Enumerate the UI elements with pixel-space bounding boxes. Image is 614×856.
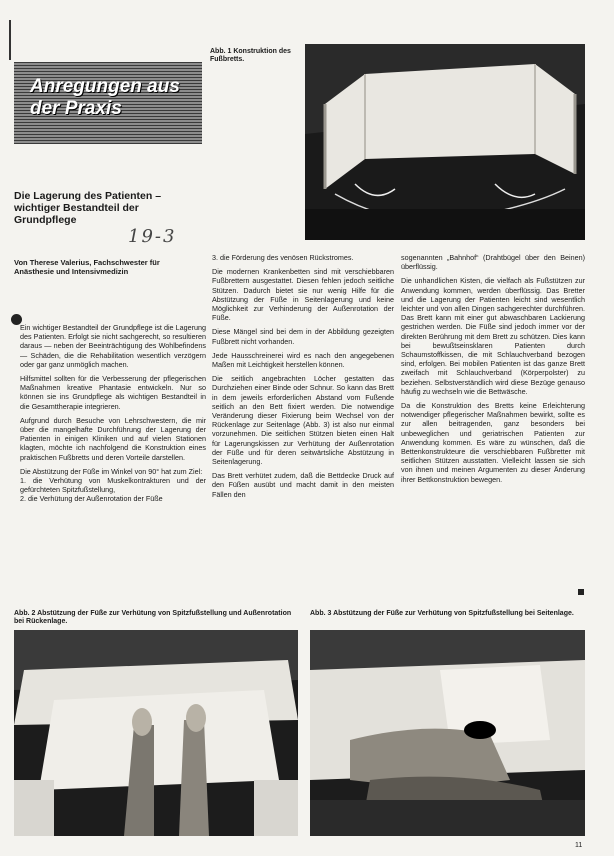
paragraph: Aufgrund durch Besuche von Lehrschwestern, die mir über die mangelhafte Durchführung der Lagerung der Patienten in einigen Kliniken und auf vielen Stationen klagten, möchte ich nachfolgend die Konstruktion eines praktischen Fußbretts und deren Vorteile darstellen. [20, 415, 206, 462]
figure3-photo [310, 630, 585, 836]
paragraph: Ein wichtiger Bestandteil der Grundpflege ist die Lagerung des Patienten. Erfolgt sie nicht sachgerecht, so resultieren daraus — neben der Beeinträchtigung des Wohlbefindens — Schäden, die die Rehabilitation wesentlich verzögern oder gar ganz unmöglich machen. [20, 323, 206, 369]
paragraph: Diese Mängel sind bei dem in der Abbildung gezeigten Fußbrett nicht vorhanden. [212, 327, 394, 346]
text-column-3 [401, 253, 585, 489]
paragraph: sogenannten „Bahnhof“ (Drahtbügel über den Beinen) überflüssig. [401, 253, 585, 272]
paragraph: Das Brett verhütet zudem, daß die Bettdecke Druck auf den Füßen ausübt und macht damit in den meisten Fällen den [212, 471, 394, 499]
handwritten-note: 19-3 [128, 226, 177, 247]
figure2-photo [14, 630, 298, 836]
headline: Die Lagerung des Patienten – wichtiger Bestandteil der Grundpflege [14, 190, 162, 226]
paragraph: Die unhandlichen Kisten, die vielfach als Fußstützen zur Anwendung kommen, werden überflüssig. Das Bretter und die Lagerung der Patienten leicht sind wesentlich leichter und von allen Dingen sachgerechter durchführen. Das Brett kann mit einer gut abwaschbaren Lackierung gestrichen werden. Die Füße sind jedoch immer vor der direkten Berührung mit dem Brett zu schützen. Dies kann bei bewußtseinsklaren Patienten durch Schaumstoffkissen, die mit Schlauchverband bezogen sind, erfolgen. Bei mobilen Patienten ist das ganze Brett zweifach mit Schlauchverband (Körperpolster) zu beziehen. Selbstverständlich wird diese Bezüge genauso häufig zu wechseln wie die Bettwäsche. [401, 276, 585, 396]
author-line: Von Therese Valerius, Fachschwester für Anästhesie und Intensivmedizin [14, 258, 160, 276]
list-item: 3. die Förderung des venösen Rückstromes. [212, 253, 354, 262]
paragraph: Die Abstützung der Füße im Winkel von 90° hat zum Ziel: [20, 466, 203, 476]
section-title: Anregungen aus der Praxis [30, 76, 180, 119]
figure1-caption: Abb. 1 Konstruktion des Fußbretts. [210, 48, 291, 63]
page-number: 11 [575, 842, 583, 849]
paragraph: Jede Hausschreinerei wird es nach den angegebenen Maßen mit Leichtigkeit herstellen können. [212, 350, 394, 370]
paragraph: Da die Konstruktion des Bretts keine Erleichterung notwendiger pflegerischer Maßnahmen bewirkt, sollte es zur allen beitragenden, ganz besonders bei unbeweglichen und geriatrischen Patienten zur Anwendung kommen. Es wäre zu wünschen, daß die Bettenkonstrukteure die verschiebbaren Fußbretter mit seitlichen Stützen ausstatten. Vielleicht lassen sie sich von ihnen und meinen Argumenten zu dieser Änderung ihrer Bettkonstruktion bewegen. [401, 401, 585, 484]
figure3-caption: Abb. 3 Abstützung der Füße zur Verhütung von Spitzfußstellung bei Seitenlage. [310, 610, 574, 617]
list-item: 1. die Verhütung von Muskelkontrakturen und der gefürchteten Spitzfußstellung, [20, 476, 206, 495]
margin-rule [9, 20, 11, 60]
text-column-2 [212, 253, 394, 504]
figure2-caption: Abb. 2 Abstützung der Füße zur Verhütung von Spitzfußstellung und Außenrotation bei Rückenlage. [14, 610, 292, 625]
paragraph: Die seitlich angebrachten Löcher gestatten das Durchziehen einer Binde oder Schnur. So kann das Brett in dem jeweils erforderlichen Abstand vom Fußende seitlich an den Bett fixiert werden. Die notwendige Veränderung dieser Fixierung beim Wechsel von der Rückenlage zur Seitenlage (Abb. 3) ist also nur einmal vorzunehmen. Die seitlichen Stützen bieten einen Halt für Lagerungskissen zur Verhütung der Außenrotation der Füße und für deren seitwärtsliche Abstützung in Seitenlagerung. [212, 374, 394, 467]
paragraph: Hilfsmittel sollten für die Verbesserung der pflegerischen Maßnahmen kreative Phantasie entwickeln. Nur so können sie ins Grundpflege als wichtigen Bestandteil in die Gesamttherapie integrieren. [20, 374, 206, 411]
list-item: 2. die Verhütung der Außenrotation der Füße [20, 494, 163, 504]
article-end-mark [578, 589, 584, 595]
text-column-1 [20, 323, 206, 504]
paragraph: Die modernen Krankenbetten sind mit verschiebbaren Fußbrettern ausgestattet. Diesen fehlen jedoch seitliche Stützen. Dadurch bietet sie nur wenig Hilfe für die Abstützung der Füße in Seitenlagerung und keine Möglichkeit zur Verhinderung der Außenrotation der Füße. [212, 267, 394, 323]
figure1-photo [305, 44, 585, 240]
